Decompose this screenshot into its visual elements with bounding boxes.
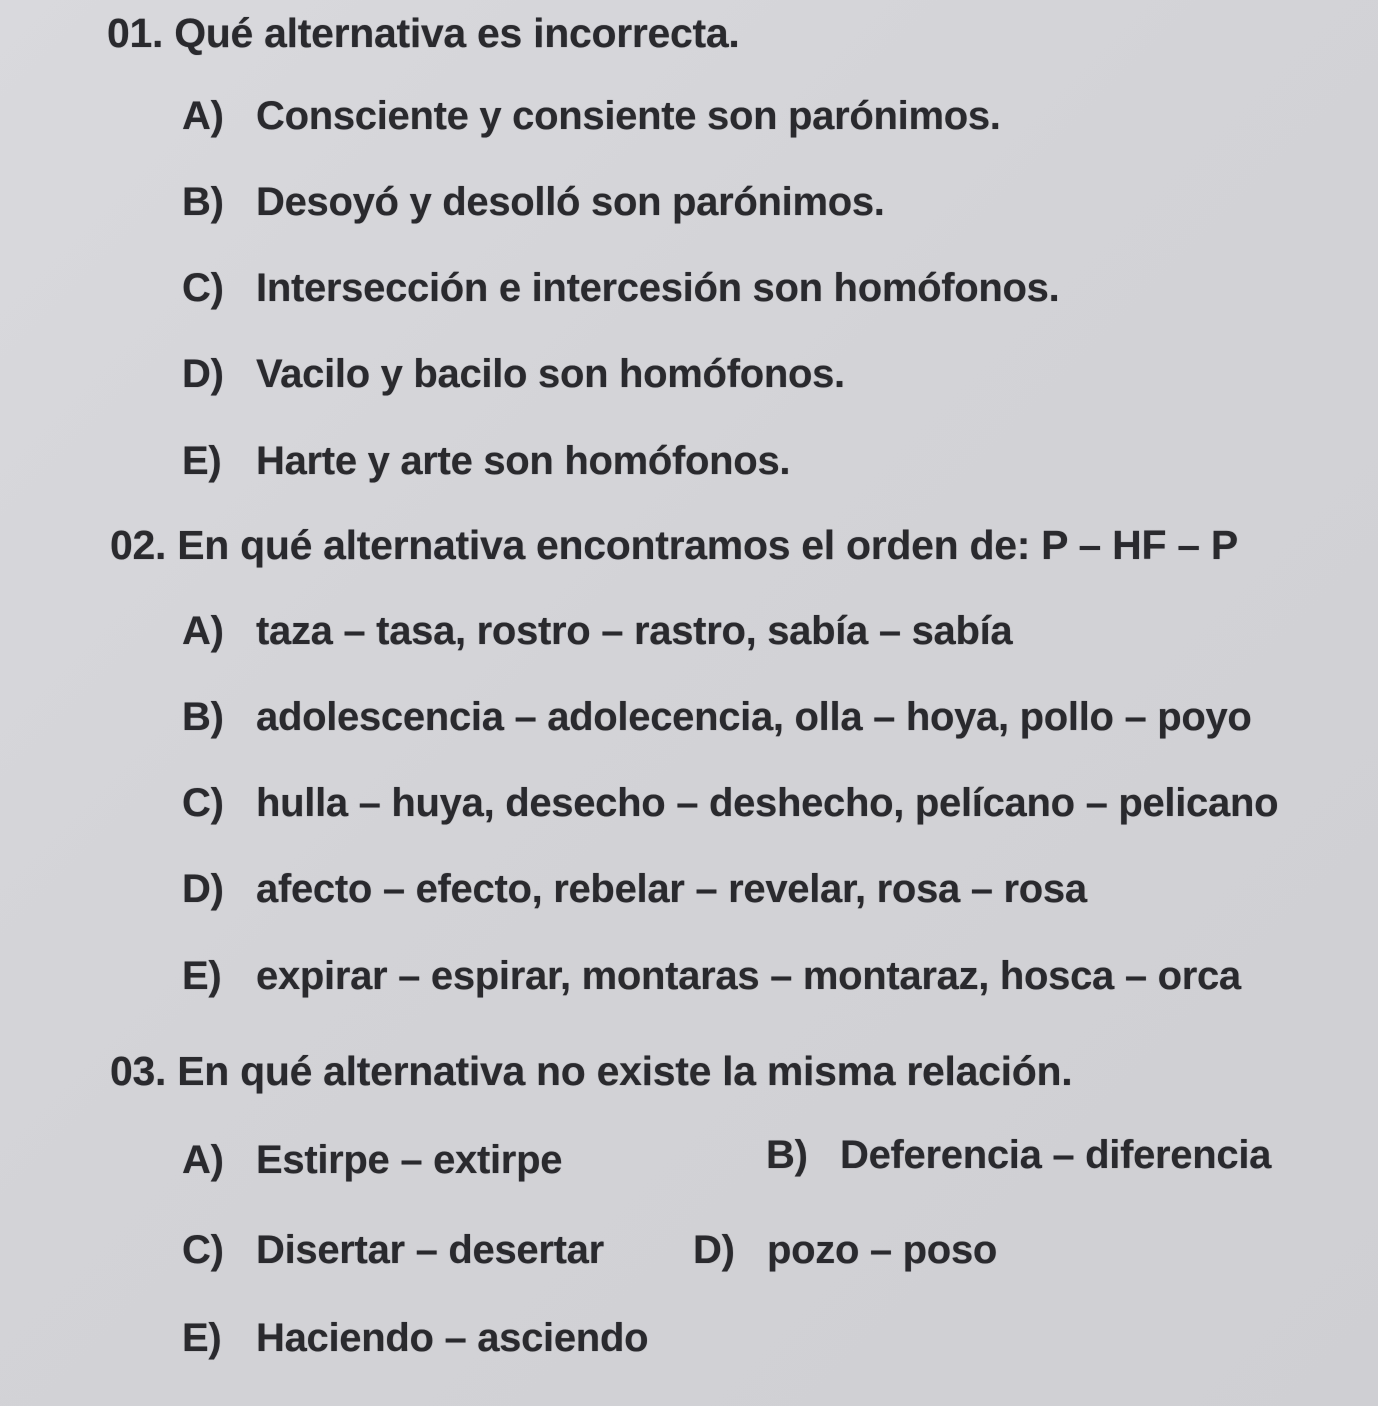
- option-text: taza – tasa, rostro – rastro, sabía – sabía: [256, 609, 1013, 653]
- option-text: adolescencia – adolecencia, olla – hoya, pollo – poyo: [256, 695, 1252, 739]
- option-letter: D): [182, 867, 224, 911]
- option-text: Desoyó y desolló son parónimos.: [256, 180, 885, 224]
- option-letter: E): [182, 954, 222, 998]
- option-letter: A): [182, 609, 224, 653]
- option-letter: C): [182, 781, 224, 825]
- question-number: 02.: [110, 522, 167, 568]
- option-letter: B): [766, 1133, 808, 1177]
- q02-option-c[interactable]: [182, 781, 1278, 826]
- option-text: Disertar – desertar: [256, 1228, 604, 1272]
- q02-option-e[interactable]: [182, 954, 1241, 999]
- option-text: Intersección e intercesión son homófonos.: [256, 266, 1060, 310]
- option-text: Harte y arte son homófonos.: [256, 439, 791, 483]
- q03-option-d[interactable]: [693, 1228, 997, 1273]
- option-text: Deferencia – diferencia: [840, 1133, 1272, 1177]
- option-text: pozo – poso: [767, 1228, 998, 1272]
- q03-option-a[interactable]: [182, 1138, 562, 1183]
- question-number: 03.: [110, 1048, 167, 1094]
- option-letter: B): [182, 180, 224, 224]
- q02-option-a[interactable]: [182, 609, 1012, 654]
- question-text: En qué alternativa encontramos el orden de: P – HF – P: [177, 522, 1238, 568]
- option-text: Estirpe – extirpe: [256, 1138, 563, 1182]
- question-text: Qué alternativa es incorrecta.: [174, 10, 740, 56]
- option-letter: C): [182, 1228, 224, 1272]
- option-letter: E): [182, 439, 222, 483]
- option-text: Haciendo – asciendo: [256, 1316, 649, 1360]
- option-letter: A): [182, 94, 224, 138]
- question-number: 01.: [107, 10, 164, 56]
- q01-option-e[interactable]: [182, 439, 790, 484]
- q03-option-c[interactable]: [182, 1228, 604, 1273]
- option-text: Consciente y consiente son parónimos.: [256, 94, 1001, 138]
- question-03: [110, 1048, 1072, 1095]
- q01-option-d[interactable]: [182, 352, 845, 397]
- option-letter: D): [693, 1228, 735, 1272]
- option-text: hulla – huya, desecho – deshecho, pelícano – pelicano: [256, 781, 1279, 825]
- q02-option-d[interactable]: [182, 867, 1087, 912]
- option-letter: C): [182, 266, 224, 310]
- option-letter: A): [182, 1138, 224, 1182]
- option-text: expirar – espirar, montaras – montaraz, hosca – orca: [256, 954, 1241, 998]
- q01-option-b[interactable]: [182, 180, 885, 225]
- q03-option-b[interactable]: [766, 1133, 1271, 1178]
- question-text: En qué alternativa no existe la misma relación.: [177, 1048, 1073, 1094]
- option-text: afecto – efecto, rebelar – revelar, rosa – rosa: [256, 867, 1087, 911]
- question-01: [107, 10, 739, 57]
- q03-option-e[interactable]: [182, 1316, 648, 1361]
- q01-option-c[interactable]: [182, 266, 1059, 311]
- option-letter: D): [182, 352, 224, 396]
- option-letter: E): [182, 1316, 222, 1360]
- q01-option-a[interactable]: [182, 94, 1001, 139]
- q02-option-b[interactable]: [182, 695, 1252, 740]
- option-letter: B): [182, 695, 224, 739]
- option-text: Vacilo y bacilo son homófonos.: [256, 352, 845, 396]
- question-02: [110, 522, 1238, 569]
